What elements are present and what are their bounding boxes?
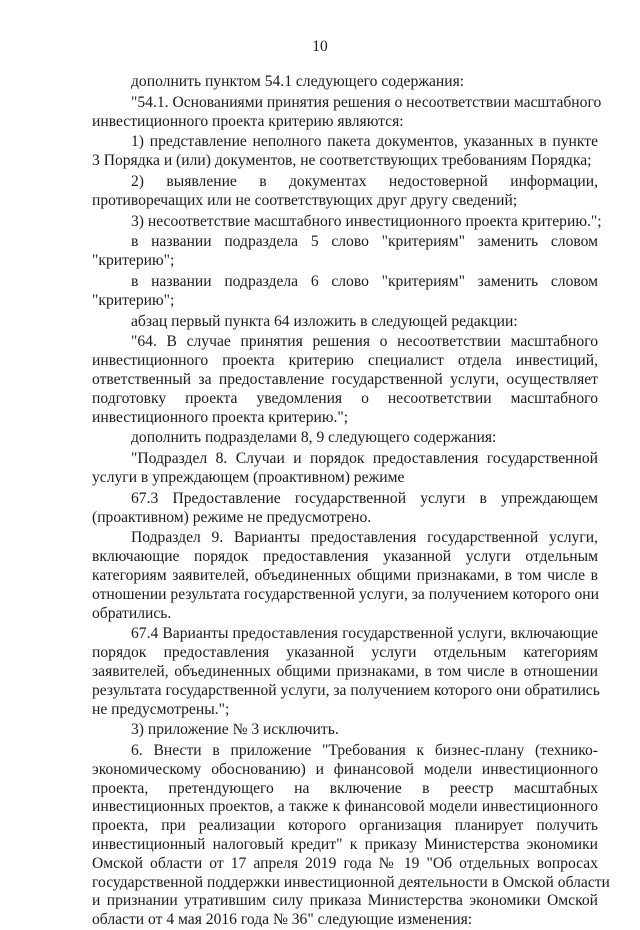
document-body: [92, 73, 610, 930]
paragraph: [92, 490, 598, 528]
text-line: отношении результата государственной услуги, за получением которого они: [92, 585, 599, 603]
text-line: области от 4 мая 2016 года № 36" следующие изменения:: [92, 911, 473, 929]
text-line: проекта, претендующего на включение в реестр масштабных: [92, 779, 598, 797]
text-line: инвестиционный налоговый кредит" к приказу Министерства экономики: [92, 836, 598, 854]
text-line: инвестиционного проекта критерию специалист отдела инвестиций,: [92, 352, 598, 370]
text-line: заявителей, объединенных общими признаками, в том числе в отношении: [92, 662, 598, 680]
text-line: 3 Порядка и (или) документов, не соответствующих требованиям Порядка;: [92, 152, 592, 170]
text-line: подготовку проекта уведомления о несоответствии масштабного: [92, 389, 598, 407]
paragraph: [92, 529, 598, 623]
paragraph: [92, 429, 598, 448]
paragraph: [92, 93, 602, 132]
paragraph: [92, 313, 598, 332]
text-line: в названии подраздела 6 слово "критериям" заменить словом: [131, 272, 598, 290]
text-line: дополнить подразделами 8, 9 следующего содержания:: [131, 429, 497, 447]
paragraph: [92, 333, 598, 427]
text-line: ответственный за предоставление государственной услуги, осуществляет: [92, 370, 598, 388]
paragraph: [92, 133, 598, 171]
paragraph: [92, 73, 598, 92]
text-line: "54.1. Основаниями принятия решения о несоответствии масштабного: [131, 93, 602, 111]
text-line: проекта, при реализации которого организация планирует получить: [92, 817, 598, 835]
paragraph: [92, 721, 598, 740]
text-line: 1) представление неполного пакета документов, указанных в пункте: [131, 133, 598, 151]
text-line: категориям заявителей, объединенных общими признаками, в том числе в: [92, 566, 598, 584]
text-line: абзац первый пункта 64 изложить в следующей редакции:: [131, 312, 518, 330]
paragraph: [92, 212, 602, 232]
text-line: "64. В случае принятия решения о несоответствии масштабного: [131, 333, 598, 351]
text-line: Подраздел 9. Варианты предоставления государственной услуги,: [131, 529, 598, 547]
text-line: государственной поддержки инвестиционной деятельности в Омской области: [92, 873, 610, 891]
text-line: обратились.: [92, 604, 172, 622]
text-line: порядок предоставления указанной услуги отдельным категориям: [92, 644, 598, 662]
text-line: инвестиционного проекта критерию.";: [92, 408, 349, 426]
paragraph: [92, 273, 598, 311]
text-line: экономическому обоснованию) и финансовой модели инвестиционного: [92, 760, 598, 778]
text-line: результата государственной услуги, за получением которого они обратились: [92, 681, 600, 699]
text-line: инвестиционных проектов, а также к финансовой модели инвестиционного: [92, 798, 598, 816]
paragraph: [92, 173, 598, 211]
text-line: 67.3 Предоставление государственной услуги в упреждающем: [131, 489, 598, 507]
text-line: противоречащих или не соответствующих друг другу сведений;: [92, 191, 518, 209]
text-line: дополнить пунктом 54.1 следующего содержания:: [131, 73, 465, 90]
paragraph: [92, 625, 598, 719]
text-line: "критерию";: [92, 291, 175, 309]
page-number: 10: [312, 38, 328, 55]
text-line: услуги в упреждающем (проактивном) режиме: [92, 468, 405, 486]
text-line: в названии подраздела 5 слово "критериям" заменить словом: [131, 233, 598, 251]
text-line: и признании утратившим силу приказа Министерства экономики Омской: [92, 892, 598, 910]
text-line: включающие порядок предоставления указанной услуги отдельным: [92, 548, 598, 566]
paragraph: [92, 742, 610, 930]
text-line: (проактивном) режиме не предусмотрено.: [92, 508, 372, 526]
text-line: инвестиционного проекта критерию являются:: [92, 112, 404, 130]
text-line: Омской области от 17 апреля 2019 года № 19 "Об отдельных вопросах: [92, 854, 598, 872]
text-line: 6. Внести в приложение "Требования к бизнес-плану (технико-: [131, 742, 598, 760]
text-line: "критерию";: [92, 252, 175, 270]
text-line: 67.4 Варианты предоставления государственной услуги, включающие: [131, 625, 598, 643]
text-line: 3) несоответствие масштабного инвестиционного проекта критерию.";: [131, 212, 602, 230]
text-line: не предусмотрены.";: [92, 700, 230, 718]
paragraph: [92, 450, 598, 488]
text-line: "Подраздел 8. Случаи и порядок предоставления государственной: [131, 450, 598, 468]
text-line: 2) выявление в документах недостоверной информации,: [131, 172, 598, 190]
paragraph: [92, 233, 598, 271]
text-line: 3) приложение № 3 исключить.: [131, 721, 339, 739]
